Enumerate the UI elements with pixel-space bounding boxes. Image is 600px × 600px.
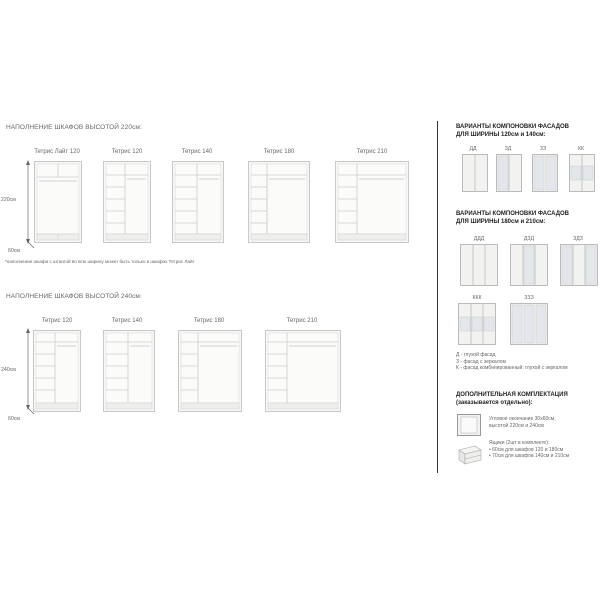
wardrobe-label: Тетрис 210 — [286, 318, 318, 324]
facade-label: ЗЗЗ — [524, 295, 534, 301]
facade-kk-image — [569, 154, 595, 192]
facade-zdz-image — [560, 244, 598, 286]
wardrobe-label: Тетрис 210 — [356, 149, 388, 155]
vertical-divider — [437, 121, 438, 473]
facades-3-title: ВАРИАНТЫ КОМПОНОВКИ ФАСАДОВ ДЛЯ ШИРИНЫ 180см и 210см: — [456, 211, 570, 225]
facade-label: ЗД — [504, 146, 512, 152]
wardrobe-label: Тетрис 180 — [193, 318, 225, 324]
wardrobe-label: Тетрис 180 — [263, 149, 295, 155]
facade-ddd-image — [460, 244, 498, 286]
height-label-240: 240см — [1, 367, 16, 373]
facade-zd-image — [496, 154, 522, 192]
height-label-220: 220см — [1, 197, 16, 203]
wardrobe-label: Тетрис Лайт 120 — [34, 149, 80, 155]
wardrobe-180-220 — [248, 161, 310, 243]
corner-end-image — [457, 414, 481, 436]
facade-label: ДЗД — [523, 236, 535, 242]
facade-zzz-image — [510, 303, 548, 345]
wardrobe-label: Тетрис 140 — [181, 149, 213, 155]
wardrobe-140-240 — [103, 330, 155, 412]
facade-zz-image — [532, 154, 558, 192]
section-220-title: НАПОЛНЕНИЕ ШКАФОВ ВЫСОТОЙ 220см: — [6, 124, 142, 131]
depth-label-220: 60см — [8, 248, 20, 254]
extras-title: ДОПОЛНИТЕЛЬНАЯ КОМПЛЕКТАЦИЯ (заказывается отдельно): — [456, 392, 568, 406]
facade-label: ДД — [469, 146, 477, 152]
facade-label: ККК — [472, 295, 482, 301]
wardrobe-lite-120-220 — [34, 161, 82, 243]
facade-label: ЗДЗ — [573, 236, 583, 242]
facade-kkk-image — [458, 303, 496, 345]
depth-label-240: 60см — [8, 416, 20, 422]
facade-label: ДДД — [473, 236, 485, 242]
wardrobe-120-220 — [103, 161, 151, 243]
wardrobe-label: Тетрис 120 — [41, 318, 73, 324]
facade-legend: Д - глухой фасад З - фасад с зеркалом К - фасад комбинированный: глухой с зеркалом — [456, 352, 568, 372]
wardrobe-label: Тетрис 140 — [111, 318, 143, 324]
corner-end-text: Угловое окончание 30х60см, высотой 220см и 240см — [489, 416, 556, 429]
wardrobe-120-240 — [33, 330, 81, 412]
wardrobe-140-220 — [172, 161, 224, 243]
wardrobe-210-240 — [265, 330, 341, 412]
drawers-image — [457, 444, 483, 466]
note-lite-rod: *наполнение шкафа с штангой во всю ширину может быть только в шкафах Тетрис Лайт — [5, 259, 195, 264]
facade-label: КК — [577, 146, 585, 152]
facade-label: ЗЗ — [539, 146, 547, 152]
facade-dzd-image — [510, 244, 548, 286]
section-240-title: НАПОЛНЕНИЕ ШКАФОВ ВЫСОТОЙ 240см: — [6, 293, 142, 300]
wardrobe-210-220 — [335, 161, 409, 243]
drawers-text: Ящики (2шт в комплекте): • 60см для шкафов 120 и 180см • 70см для шкафов 140см и 210см — [489, 440, 570, 460]
facades-2-title: ВАРИАНТЫ КОМПОНОВКИ ФАСАДОВ ДЛЯ ШИРИНЫ 120см и 140см: — [456, 124, 570, 138]
wardrobe-label: Тетрис 120 — [111, 149, 143, 155]
wardrobe-180-240 — [178, 330, 242, 412]
facade-dd-image — [462, 154, 488, 192]
